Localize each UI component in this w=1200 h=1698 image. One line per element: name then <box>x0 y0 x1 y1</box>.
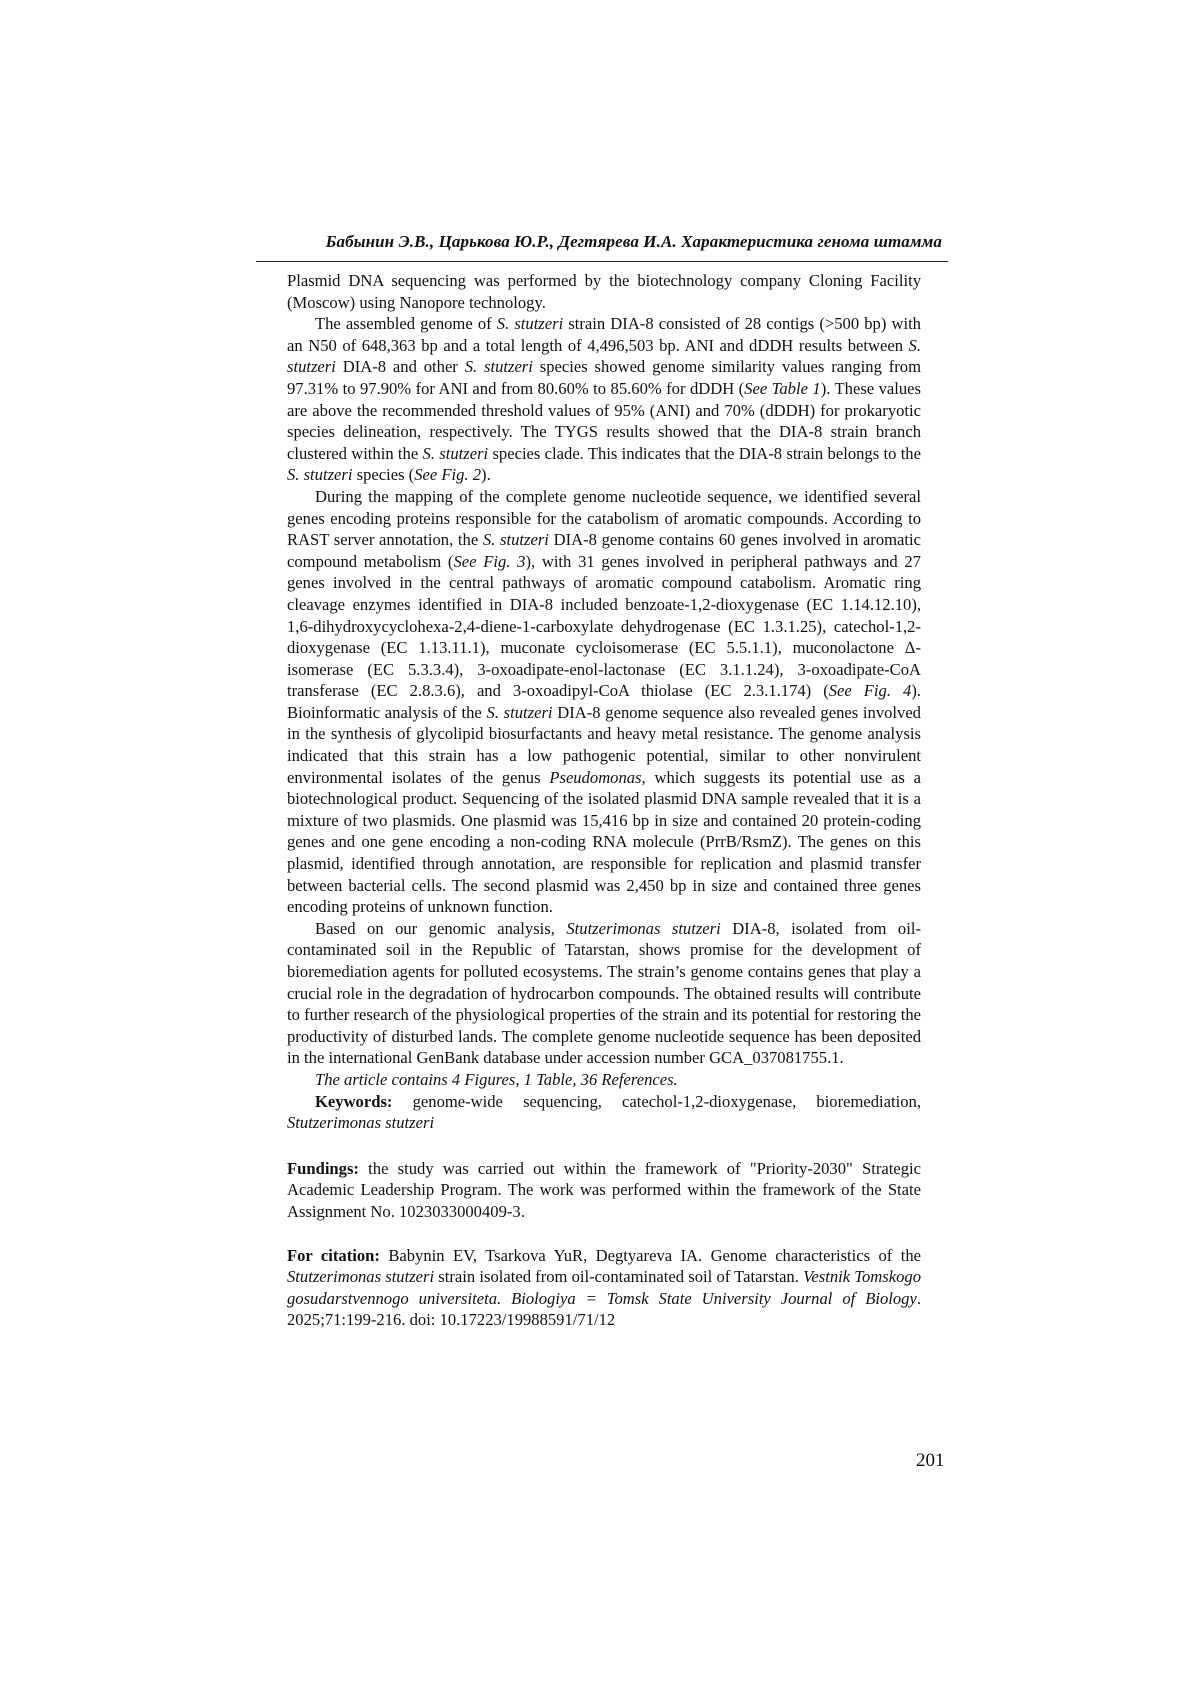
running-title: Бабынин Э.В., Царькова Ю.Р., Дегтярева И.А. Характеристика генома штамма <box>325 232 942 251</box>
journal-name: Vestnik Tomskogo gosudarstvennogo universiteta. Biologiya = Tomsk State University Journal of Biology <box>287 1267 921 1308</box>
figure-reference: See Fig. 3 <box>453 551 526 571</box>
paragraph-aromatic-catabolism: During the mapping of the complete genome nucleotide sequence, we identified several genes encoding proteins responsible for the catabolism of aromatic compounds. According to RAST server annotation, the S. stutzeri DIA-8 genome contains 60 genes involved in aromatic compound metabolism (See Fig. 3), with 31 genes involved in peripheral pathways and 27 genes involved in the central pathways of aromatic compound catabolism. Aromatic ring cleavage enzymes identified in DIA-8 included benzoate-1,2-dioxygenase (EC 1.14.12.10), 1,6-dihydroxycyclohexa-2,4-diene-1-carboxylate dehydrogenase (EC 1.3.1.25), catechol-1,2-dioxygenase (EC 1.13.11.1), muconate cycloisomerase (EC 5.5.1.1), muconolactone Δ-isomerase (EC 5.3.3.4), 3-oxoadipate-enol-lactonase (EC 3.1.1.24), 3-oxoadipate-CoA transferase (EC 2.8.3.6), and 3-oxoadipyl-CoA thiolase (EC 2.3.1.174) (See Fig. 4). Bioinformatic analysis of the S. stutzeri DIA-8 genome sequence also revealed genes involved in the synthesis of glycolipid biosurfactants and heavy metal resistance. The genome analysis indicated that this strain has a low pathogenic potential, similar to other nonvirulent environmental isolates of the genus Pseudomonas, which suggests its potential use as a biotechnological product. Sequencing of the isolated plasmid DNA sample revealed that it is a mixture of two plasmids. One plasmid was 15,416 bp in size and contained 20 protein-coding genes and one gene encoding a non-coding RNA molecule (PrrB/RsmZ). The genes on this plasmid, identified through annotation, are responsible for replication and plasmid transfer between bacterial cells. The second plasmid was 2,450 bp in size and contained three genes encoding proteins of unknown function. <box>287 486 921 917</box>
citation: For citation: Babynin EV, Tsarkova YuR, Degtyareva IA. Genome characteristics of the Stutzerimonas stutzeri strain isolated from oil-contaminated soil of Tatarstan. Vestnik Tomskogo gosudarstvennogo universiteta. Biologiya = Tomsk State University Journal of Biology. 2025;71:199-216. doi: 10.17223/19988591/71/12 <box>287 1245 922 1330</box>
paragraph-plasmid-sequencing: Plasmid DNA sequencing was performed by the biotechnology company Cloning Facility (Moscow) using Nanopore technology. <box>287 271 921 312</box>
keywords-label: Keywords: <box>315 1091 393 1111</box>
article-body <box>287 270 921 1331</box>
page-number: 201 <box>916 1450 945 1471</box>
fundings-label: Fundings: <box>287 1158 359 1178</box>
figure-reference: See Fig. 2 <box>414 465 482 485</box>
fundings: Fundings: the study was carried out within the framework of "Priority-2030" Strategic Academic Leadership Program. The work was performed within the framework of the State Assignment No. 1023033000409-3. <box>287 1158 921 1221</box>
citation-label: For citation: <box>287 1245 380 1265</box>
figure-reference: See Fig. 4 <box>828 681 912 701</box>
paragraph-conclusion: Based on our genomic analysis, Stutzerimonas stutzeri DIA-8, isolated from oil-contaminated soil in the Republic of Tatarstan, shows promise for the development of bioremediation agents for polluted ecosystems. The strain’s genome contains genes that play a crucial role in the degradation of hydrocarbon compounds. The obtained results will contribute to further research of the physiological properties of the strain and its potential for restoring the productivity of disturbed lands. The complete genome nucleotide sequence has been deposited in the international GenBank database under accession number GCA_037081755.1. <box>287 918 921 1068</box>
paragraph-genome-assembly: The assembled genome of S. stutzeri strain DIA-8 consisted of 28 contigs (>500 bp) with an N50 of 648,363 bp and a total length of 4,496,503 bp. ANI and dDDH results between S. stutzeri DIA-8 and other S. stutzeri species showed genome similarity values ranging from 97.31% to 97.90% for ANI and from 80.60% to 85.60% for dDDH (See Table 1). These values are above the recommended threshold values of 95% (ANI) and 70% (dDDH) for prokaryotic species delineation, respectively. The TYGS results showed that the DIA-8 strain branch clustered within the S. stutzeri species clade. This indicates that the DIA-8 strain belongs to the S. stutzeri species (See Fig. 2). <box>287 314 922 485</box>
article-contents-note: The article contains 4 Figures, 1 Table, 36 References. <box>315 1069 678 1089</box>
keywords: Keywords: genome-wide sequencing, catechol-1,2-dioxygenase, bioremediation, Stutzerimonas stutzeri <box>287 1091 921 1133</box>
running-header <box>256 231 948 262</box>
table-reference: See Table 1 <box>744 378 821 398</box>
